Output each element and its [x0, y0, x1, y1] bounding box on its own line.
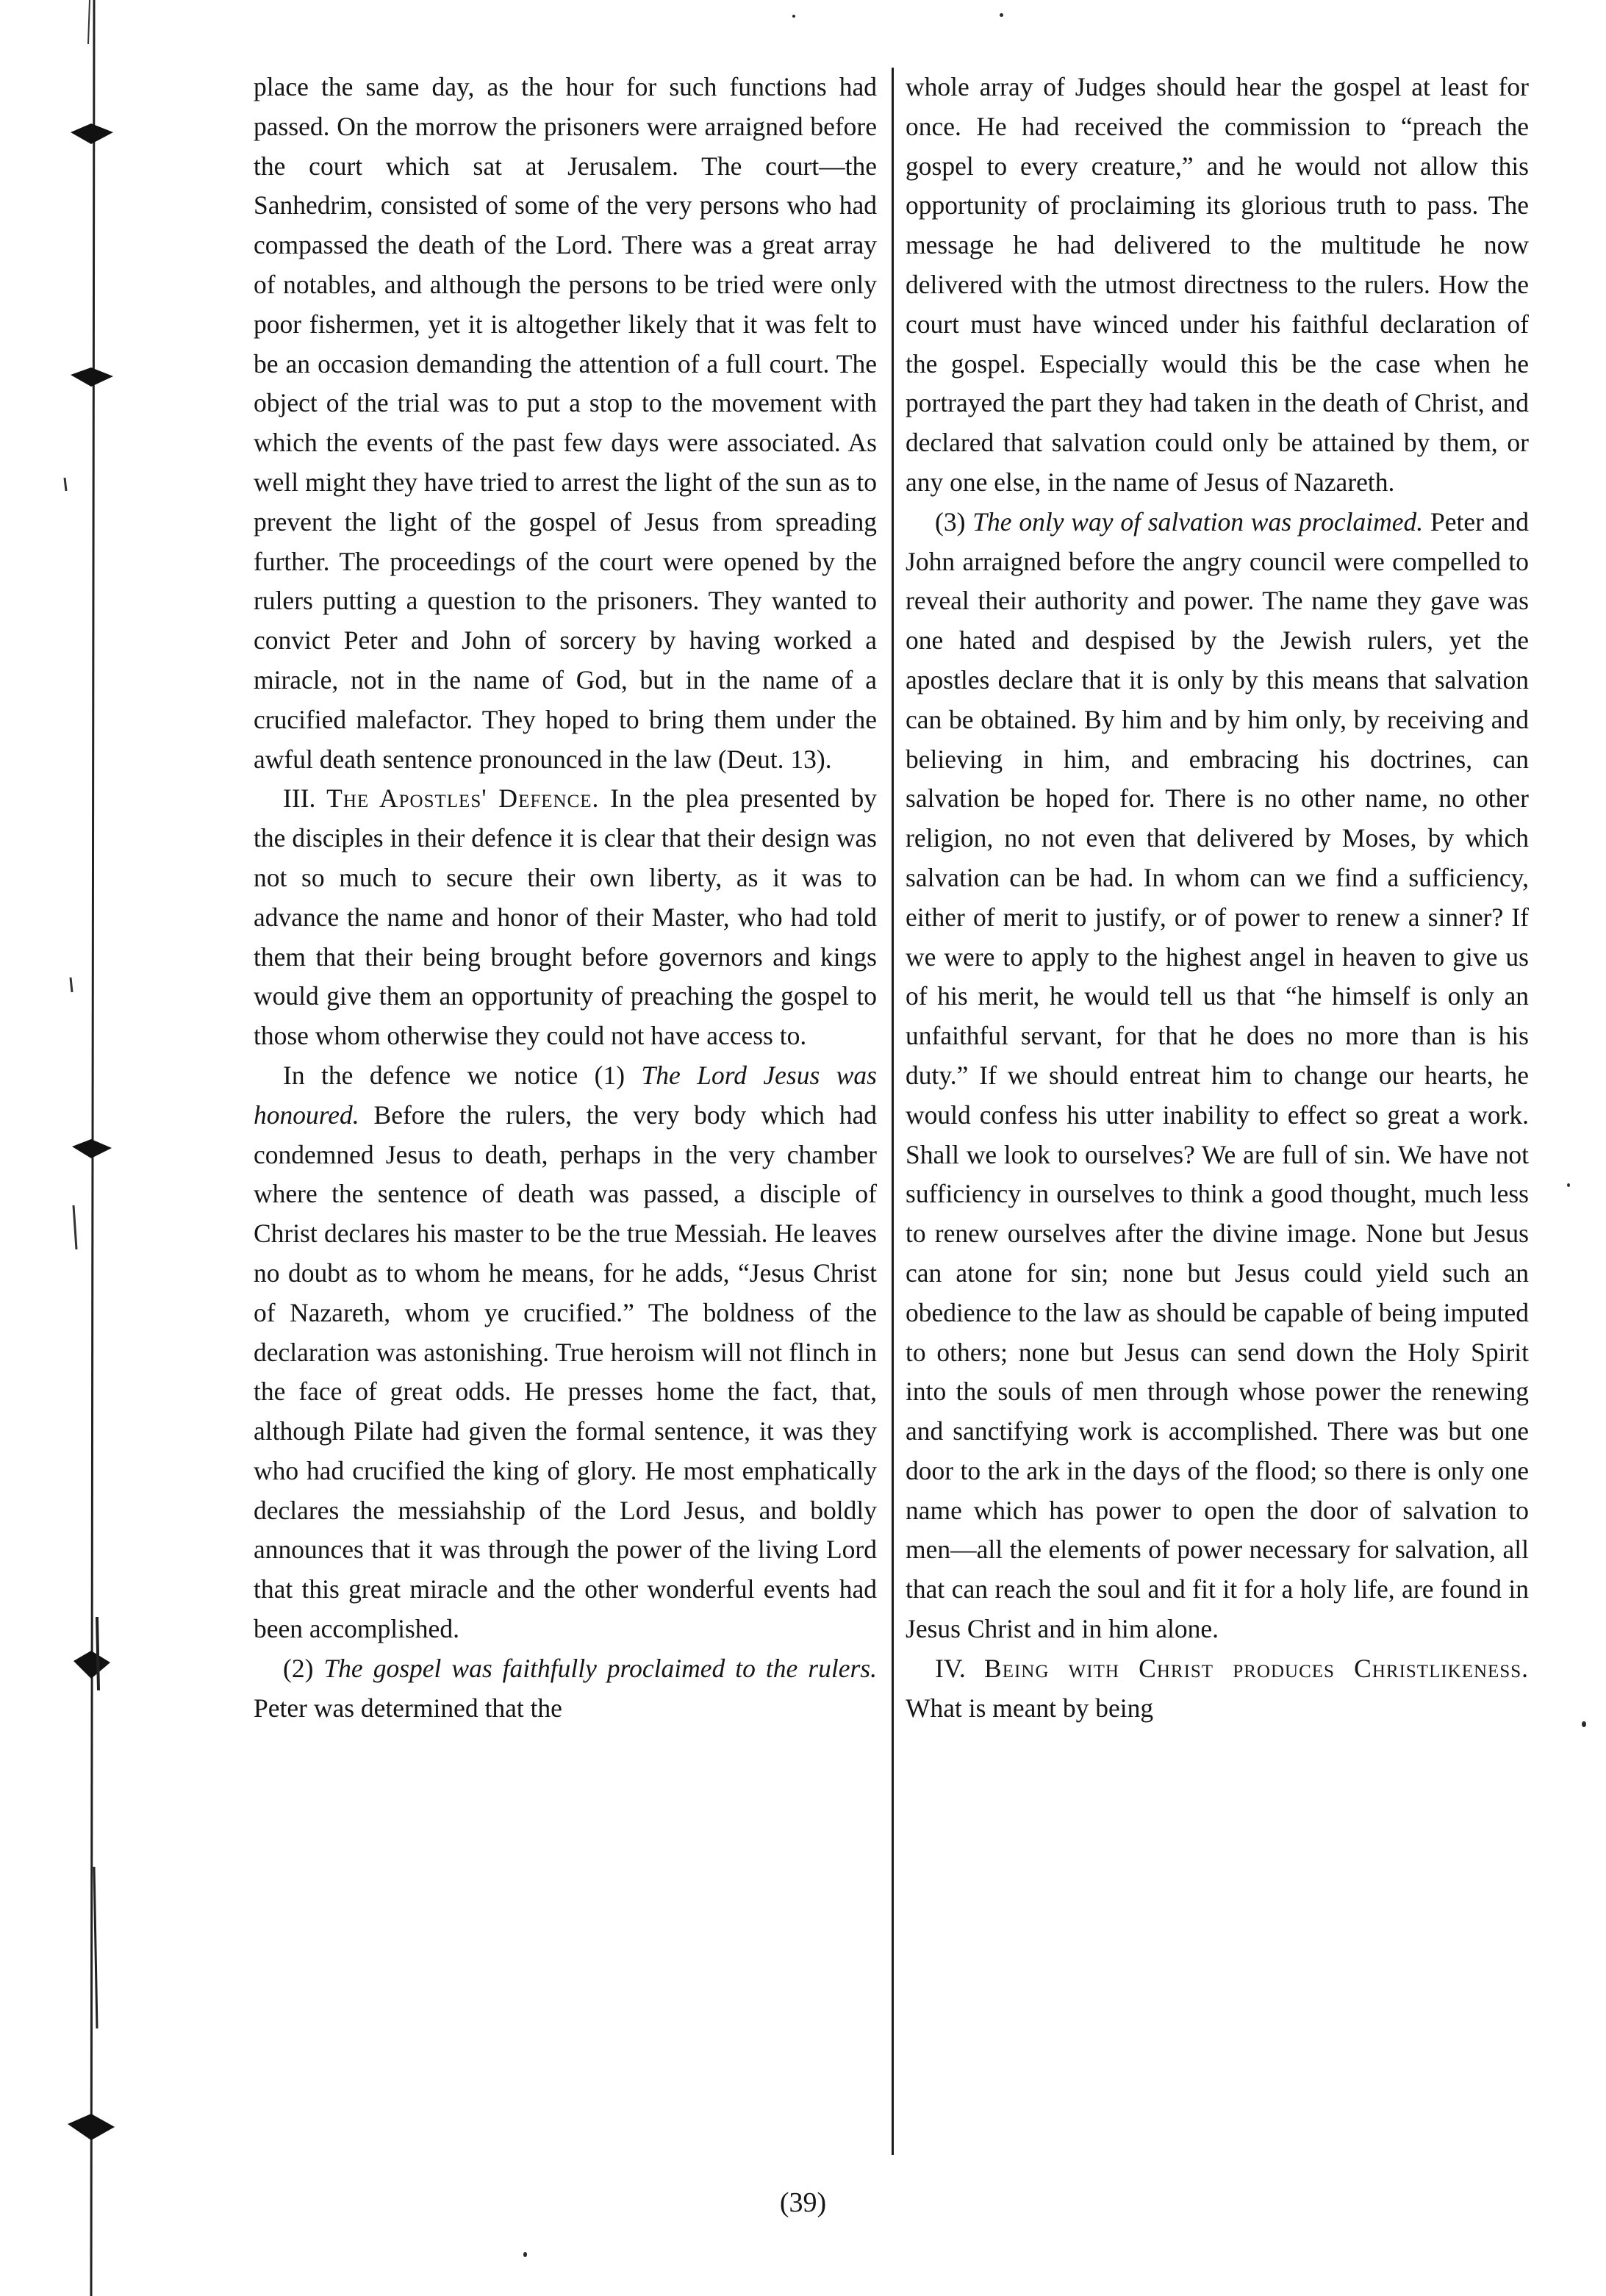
point-title: The only way of salvation was proclaimed.: [972, 506, 1424, 537]
paragraph: [254, 1056, 877, 1649]
stray-mark: [523, 2252, 527, 2257]
page-number: (39): [779, 2187, 827, 2218]
paragraph: [906, 503, 1529, 1649]
paragraph-lead: In the defence we notice (1): [283, 1060, 625, 1090]
paragraph-lead: (2): [283, 1653, 314, 1683]
paragraph-text: In the plea presented by the disciples in their defence it is clear that their design was not so much to secure their own liberty, as it was to advance the name and honor of their Master, who had told them that their being brought before governors and kings would give them an opportunity of preaching the gospel to those whom otherwise they could not have access to.: [254, 783, 878, 1051]
binding-edge: [0, 0, 221, 2296]
section-heading: The Apostles' Defence.: [326, 783, 600, 814]
stray-mark: [792, 15, 795, 18]
point-title: The gospel was faithfully proclaimed to the rulers.: [323, 1653, 877, 1683]
paragraph-text: whole array of Judges should hear the gospel at least for once. He had received the commission to “preach the gospel to every creature,” and he would not allow this opportunity of proclaiming its glorious truth to pass. The message he had delivered to the multitude he now delivered with the utmost directness to the rulers. How the court must have winced under his faithful declaration of the gospel. Especially would this be the case when he portrayed the part they had taken in the death of Christ, and declared that salvation could only be attained by them, or any one else, in the name of Jesus of Nazareth.: [906, 72, 1529, 497]
stray-mark: [1567, 1183, 1570, 1187]
stray-mark: [1582, 1721, 1586, 1727]
point-title: The Lord Jesus was honoured.: [254, 1060, 877, 1130]
section-paragraph: [906, 1649, 1529, 1729]
right-column: [906, 68, 1529, 1728]
section-heading: Being with Christ produces Christlikeness.: [984, 1653, 1530, 1683]
paragraph-lead: (3): [935, 506, 966, 537]
paragraph-text: place the same day, as the hour for such functions had passed. On the morrow the prisoners were arraigned before the court which sat at Jerusalem. The court—the Sanhedrim, consisted of some of the very persons who had compassed the death of the Lord. There was a great array of notables, and although the persons to be tried were only poor fishermen, yet it is altogether likely that it was felt to be an occasion demanding the attention of a full court. The object of the trial was to put a stop to the movement with which the events of the past few days were associated. As well might they have tried to arrest the light of the sun as to prevent the light of the gospel of Jesus from spreading further. The proceedings of the court were opened by the rulers putting a question to the prisoners. They wanted to convict Peter and John of sorcery by having worked a miracle, not in the name of God, but in the name of a crucified malefactor. They hoped to bring them under the awful death sentence pronounced in the law (Deut. 13).: [254, 72, 877, 774]
stray-mark: [1000, 13, 1003, 17]
paragraph-text: Peter was determined that the: [254, 1693, 562, 1723]
section-numeral: III.: [283, 783, 316, 814]
paragraph-text: Before the rulers, the very body which had condemned Jesus to death, perhaps in the very chamber where the sentence of death was passed, a disciple of Christ declares his master to be the true Messiah. He leaves no doubt as to whom he means, for he adds, “Jesus Christ of Nazareth, whom ye crucified.” The boldness of the declaration was astonishing. True heroism will not flinch in the face of great odds. He presses home the fact, that, although Pilate had given the formal sentence, it was they who had crucified the king of glory. He most emphatically declares the messiahship of the Lord Jesus, and boldly announces that it was through the power of the living Lord that this great miracle and the other wonderful events had been accomplished.: [254, 1099, 877, 1644]
section-numeral: IV.: [935, 1653, 966, 1683]
left-column: [254, 68, 877, 1728]
paragraph: [254, 68, 877, 779]
section-paragraph: [254, 779, 877, 1056]
paragraph: [906, 68, 1529, 503]
paragraph-text: What is meant by being: [906, 1693, 1154, 1723]
paragraph-text: Peter and John arraigned before the angry council were compelled to reveal their authority and power. The name they gave was one hated and despised by the Jewish rulers, yet the apostles declare that it is only by this means that salvation can be obtained. By him and by him only, by receiving and believing in him, and embracing his doctrines, can salvation be hoped for. There is no other name, no other religion, no not even that delivered by Moses, by which salvation can be had. In whom can we find a sufficiency, either of merit to justify, or of power to renew a sinner? If we were to apply to the highest angel in heaven to give us of his merit, he would tell us that “he himself is only an unfaithful servant, for that he does no more than is his duty.” If we should entreat him to change our hearts, he would confess his utter inability to effect so great a work. Shall we look to ourselves? We are full of sin. We have not sufficiency in ourselves to think a good thought, much less to renew ourselves after the divine image. None but Jesus can atone for sin; none but Jesus could yield such an obedience to the law as should be capable of being imputed to others; none but Jesus can send down the Holy Spirit into the souls of men through whose power the renewing and sanctifying work is accomplished. There was but one door to the ark in the days of the flood; so there is only one name which has power to open the door of salvation to men—all the elements of power necessary for salvation, all that can reach the soul and fit it for a holy life, are found in Jesus Christ and in him alone.: [906, 506, 1530, 1644]
column-divider: [892, 68, 894, 2155]
paragraph: [254, 1649, 877, 1729]
